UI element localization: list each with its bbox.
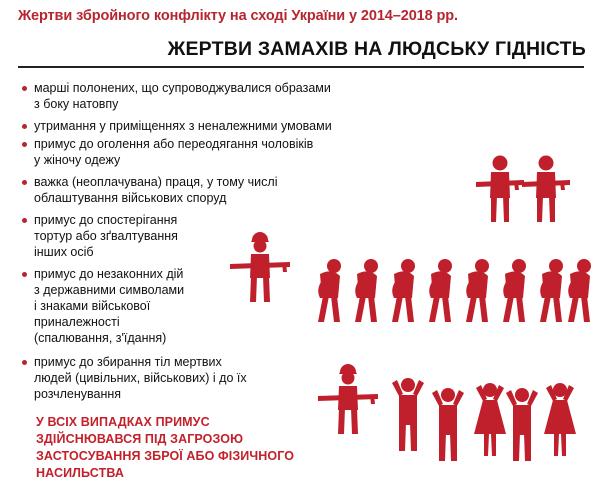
civilian-woman-icon (544, 383, 576, 456)
bullet-text: примус до спостерігання тортур або зґвалтування інших осіб (34, 213, 178, 259)
hunched-prisoner-icon (568, 259, 591, 322)
hunched-prisoner-icon (392, 259, 415, 322)
warning-text: У ВСІХ ВИПАДКАХ ПРИМУС ЗДІЙСНЮВАВСЯ ПІД ЗАГРОЗОЮ ЗАСТОСУВАННЯ ЗБРОЇ АБО ФІЗИЧНОГО НАСИЛЬСТВА (36, 415, 295, 480)
civilian-woman-icon (474, 383, 506, 456)
civilian-man-icon (392, 378, 424, 451)
bullet-text: важка (неоплачувана) праця, у тому числі облаштування військових споруд (34, 175, 278, 205)
civilian-man-icon (506, 388, 538, 461)
bullet-text: марші полонених, що супроводжувалися образами з боку натовпу (34, 81, 331, 111)
hunched-prisoner-icon (466, 259, 489, 322)
bullet-text: примус до оголення або переодягання чоловіків у жіночу одежу (34, 137, 314, 167)
armed-soldier-icon (318, 364, 378, 434)
bullet-text: примус до збирання тіл мертвих людей (цивільних, військових) і до їх розчленування (34, 355, 247, 401)
hunched-prisoner-icon (318, 259, 341, 322)
bullet-text: примус до незаконних дій з державними символами і знаками військової приналежності (спалювання, з'їдання) (34, 267, 185, 345)
armed-soldier-icon (522, 156, 570, 223)
armed-soldier-icon (476, 156, 524, 223)
bullet-text: утримання у приміщеннях з неналежними умовами (34, 119, 332, 133)
top-title: Жертви збройного конфлікту на сході України у 2014–2018 рр. (18, 8, 458, 24)
hunched-prisoner-icon (503, 259, 526, 322)
main-title: ЖЕРТВИ ЗАМАХІВ НА ЛЮДСЬКУ ГІДНІСТЬ (167, 38, 586, 60)
civilian-man-icon (432, 388, 464, 461)
hunched-prisoner-icon (429, 259, 452, 322)
hunched-prisoner-icon (355, 259, 378, 322)
hunched-prisoner-icon (540, 259, 563, 322)
armed-soldier-icon (230, 232, 290, 302)
